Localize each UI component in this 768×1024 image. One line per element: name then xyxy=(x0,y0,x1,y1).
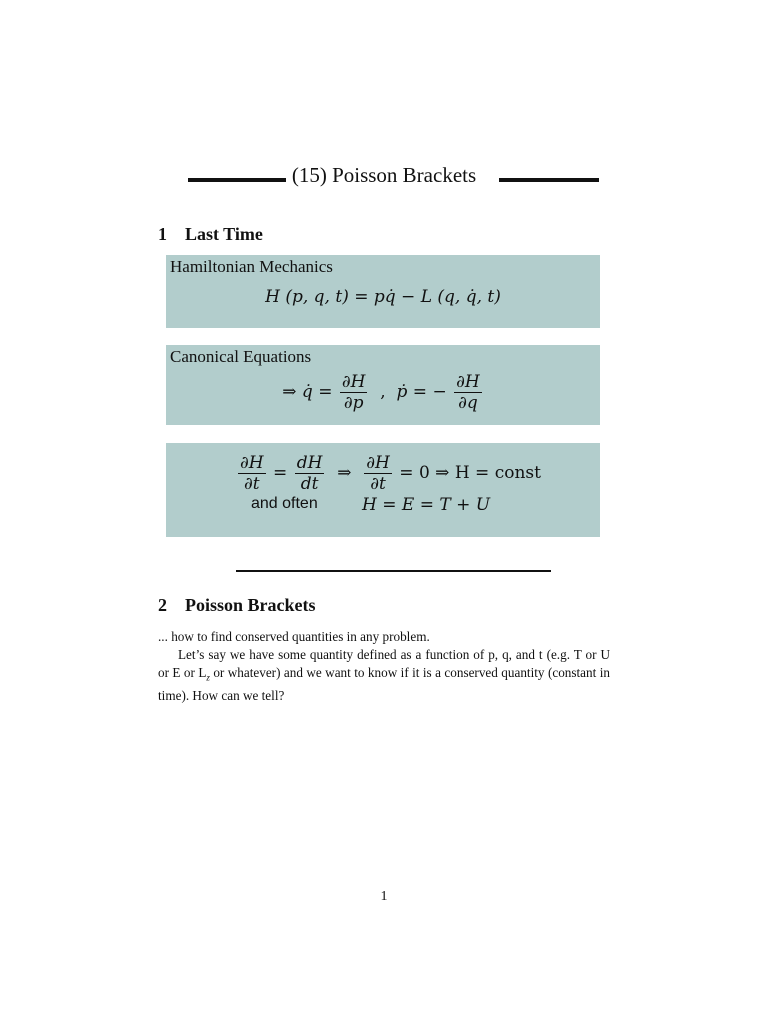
denominator: dt xyxy=(295,473,325,494)
const-result: = 0 ⇒ H = const xyxy=(399,463,541,483)
fraction-dH-dp xyxy=(340,372,368,413)
p-dot: ṗ xyxy=(396,382,408,402)
title-rule-right xyxy=(499,178,599,182)
denominator: ∂t xyxy=(364,473,392,494)
numerator: ∂H xyxy=(456,372,480,392)
conservation-box xyxy=(166,443,600,537)
section-heading-poisson-brackets xyxy=(158,594,316,616)
numerator: ∂H xyxy=(366,453,390,473)
and-often-label: and often xyxy=(251,495,318,512)
body-text-end: or whatever) and we want to know if it is a conserved quantity (constant in time). How can we tell? xyxy=(158,665,610,703)
denominator: ∂q xyxy=(454,392,482,413)
intro-paragraph: ... how to find conserved quantities in any problem. xyxy=(158,629,430,644)
fraction-partial-H-t xyxy=(238,453,266,494)
section-title: Poisson Brackets xyxy=(185,595,316,615)
implies-arrow: ⇒ xyxy=(282,382,297,402)
subscript-z: z xyxy=(206,672,210,683)
section-number: 2 xyxy=(158,595,167,615)
canonical-box xyxy=(166,345,600,425)
box-label: Hamiltonian Mechanics xyxy=(170,257,333,276)
conservation-equation: $\frac{\partial H}{\partial t}$ = $\frac{dH}{dt}$ ⇒ $\frac{\partial H}{\partial t}$ = 0 ⇒ H = const xyxy=(240,453,541,494)
numerator: dH xyxy=(296,453,323,473)
energy-equation: H = E = T + U xyxy=(362,495,491,515)
section-number: 1 xyxy=(158,224,167,244)
section-title: Last Time xyxy=(185,224,263,244)
page-title: (15) Poisson Brackets xyxy=(291,163,477,187)
numerator: ∂H xyxy=(341,372,366,392)
canonical-equation: ⇒ q̇ = $\frac{\partial H}{\partial p}$ , ṗ = − $\frac{\partial H}{\partial q}$ xyxy=(282,372,480,413)
body-paragraph xyxy=(158,646,610,705)
q-dot: q̇ xyxy=(301,382,313,402)
section-divider xyxy=(236,570,551,572)
hamiltonian-equation: H (p, q, t) = pq̇ − L (q, q̇, t) xyxy=(265,287,501,307)
denominator: ∂p xyxy=(340,392,368,413)
fraction-partial-H-t-2 xyxy=(364,453,392,494)
section-heading-last-time xyxy=(158,223,263,245)
page-number: 1 xyxy=(380,889,388,904)
hamiltonian-box xyxy=(166,255,600,328)
fraction-dH-dq xyxy=(454,372,482,413)
numerator: ∂H xyxy=(240,453,264,473)
box-label: Canonical Equations xyxy=(170,347,312,366)
denominator: ∂t xyxy=(238,473,266,494)
fraction-total-H-t xyxy=(295,453,325,494)
separator-comma: , xyxy=(380,382,386,402)
body-text: Let’s say we have some quantity defined as a function of p, q, and t (e.g. T or U or E or L xyxy=(158,647,610,680)
